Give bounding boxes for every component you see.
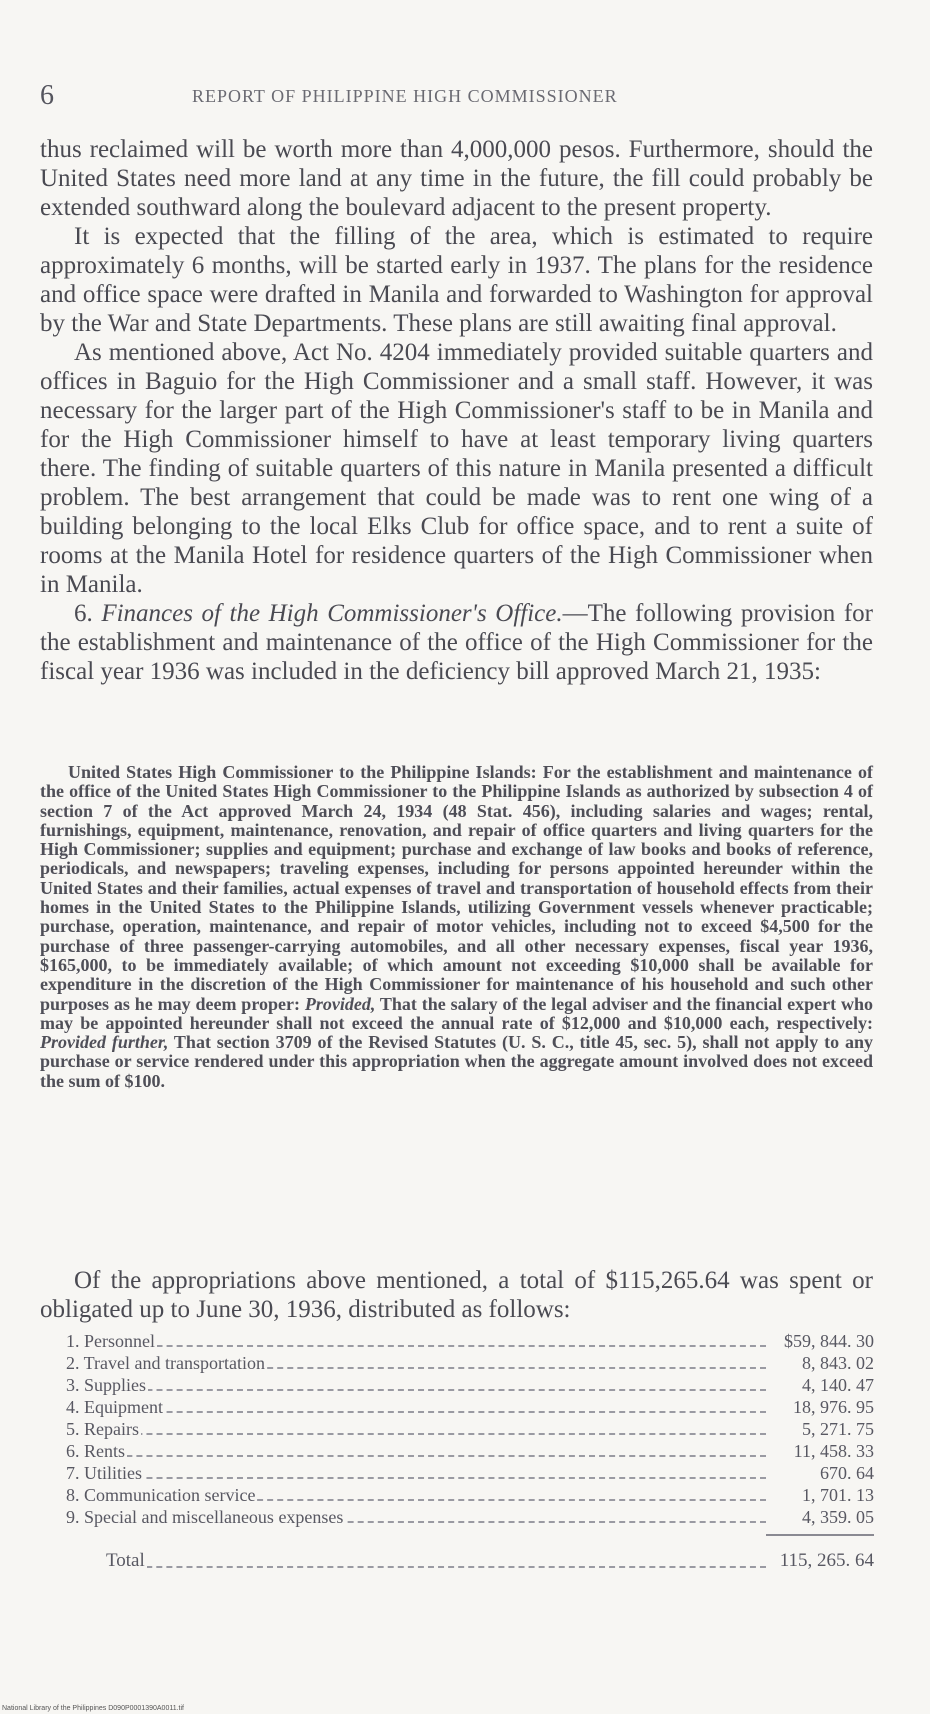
ledger-label: 7. Utilities [66,1463,142,1483]
summary-paragraph: Of the appropriations above mentioned, a total of $115,265.64 was spent or obligated up to June 30, 1936, distributed as follows: [40,1267,873,1323]
leader-dots [106,1566,766,1568]
total-label: Total [106,1548,147,1574]
ledger-row [66,1396,874,1418]
ledger-row [66,1462,874,1484]
ledger-row [66,1484,874,1506]
ledger-amount: 18, 976. 95 [793,1397,874,1417]
quoted-provision [40,763,873,1091]
quote-part-2: That the salary of the legal adviser and the financial expert who may be appointed hereunder shall not exceed the annual rate of $12,000 and $10,000 each, respectively: [40,993,874,1033]
paragraph-3: As mentioned above, Act No. 4204 immediately provided suitable quarters and offices in Baguio for the High Commissioner and a small staff. However, it was necessary for the larger part of the High Commissioner's staff to be in Manila and for the High Commissioner himself to have at least temporary living quarters there. The finding of suitable quarters of this nature in Manila presented a difficult problem. The best arrangement that could be made was to rent one wing of a building belonging to the local Elks Club for office space, and to rent a suite of rooms at the Manila Hotel for residence quarters of the High Commissioner when in Manila. [40,339,873,598]
ledger-amount: 670. 64 [820,1463,874,1483]
total-rule [766,1534,874,1536]
paragraph-1: thus reclaimed will be worth more than 4,000,000 pesos. Furthermore, should the United States need more land at any time in the future, the fill could probably be extended southward along the boulevard adjacent to the present property. [40,136,873,221]
quote-part-3: That section 3709 of the Revised Statutes (U. S. C., title 45, sec. 5), shall not apply to any purchase or service rendered under this appropriation when the aggregate amount involved does not exceed the sum of $100. [40,1032,873,1091]
ledger-amount: 5, 271. 75 [802,1419,874,1439]
ledger-amount: 11, 458. 33 [793,1441,874,1461]
ledger-label: 4. Equipment [66,1397,163,1417]
ledger-amount: 1, 701. 13 [802,1485,874,1505]
ledger-amount: $59, 844. 30 [784,1331,874,1351]
leader-dots [66,1411,766,1413]
quote-provided-further: Provided further, [40,1032,169,1053]
page-header [40,80,870,120]
quoted-provision-text [40,763,873,1091]
ledger-label: 6. Rents [66,1441,126,1461]
ledger-label: 2. Travel and transportation [66,1353,265,1373]
quote-part-1: United States High Commissioner to the Philippine Islands: For the establishment and maintenance of the office of the United States High Commissioner to the Philippine Islands as authorized by subsection 4 of section 7 of the Act approved March 24, 1934 (48 Stat. 456), including salaries and wages; rental, furnishings, equipment, maintenance, renovation, and repair of office quarters and living quarters for the High Commissioner; supplies and equipment; purchase and exchange of law books and books of reference, periodicals, and newspapers; traveling expenses, including for persons appointed hereunder within the United States and their families, actual expenses of travel and transportation of household effects from their homes in the United States to the Philippine Islands, utilizing Government vessels whenever practicable; purchase, operation, maintenance, and repair of motor vehicles, including not to exceed $4,500 for the purchase of three passenger-carrying automobiles, and all other necessary expenses, fiscal year 1936, $165,000, to be immediately available; of which amount not exceeding $10,000 shall be available for expenditure in the discretion of the High Commissioner for maintenance of his household and such other purposes as he may deem proper: [40,762,873,1014]
ledger-amount: 4, 359. 05 [802,1507,874,1527]
leader-dots [66,1433,766,1435]
ledger-row [66,1352,874,1374]
leader-dots [66,1477,766,1479]
leader-dots [66,1455,766,1457]
leader-dots [66,1389,766,1391]
scan-credit: National Library of the Philippines D090P0001390A0011.tif [2,1705,184,1712]
section-number: 6. [74,600,93,627]
ledger-label: 3. Supplies [66,1375,147,1395]
paragraph-4 [40,599,873,686]
ledger-label: 1. Personnel [66,1331,155,1351]
paragraph-4-text: —The following provision for the establishment and maintenance of the office of the High Commissioner for the fiscal year 1936 was included in the deficiency bill approved March 21, 1935: [40,600,873,685]
ledger-label: 9. Special and miscellaneous expenses [66,1507,344,1527]
ledger-amount: 4, 140. 47 [802,1375,874,1395]
ledger-row [66,1418,874,1440]
ledger-row [66,1506,874,1528]
ledger-row [66,1374,874,1396]
ledger-row [66,1330,874,1352]
quote-provided: Provided, [304,993,376,1014]
ledger-total-row [66,1548,874,1574]
ledger-label: 8. Communication service [66,1485,256,1505]
page-number: 6 [40,80,54,111]
total-amount: 115, 265. 64 [779,1550,874,1571]
leader-dots [66,1345,766,1347]
ledger-total [66,1548,874,1574]
ledger-amount: 8, 843. 02 [802,1353,874,1373]
paragraph-2: It is expected that the filling of the area, which is estimated to require approximately 6 months, will be started early in 1937. The plans for the residence and office space were drafted in Manila and forwarded to Washington for approval by the War and State Departments. These plans are still awaiting final approval. [40,223,873,337]
section-title: Finances of the High Commissioner's Office. [101,600,563,627]
running-head: REPORT OF PHILIPPINE HIGH COMMISSIONER [192,86,618,106]
expenditure-summary [40,1266,873,1324]
ledger-label: 5. Repairs [66,1419,139,1439]
body-text [40,135,873,686]
expenditure-ledger [66,1330,874,1528]
ledger-row [66,1440,874,1462]
